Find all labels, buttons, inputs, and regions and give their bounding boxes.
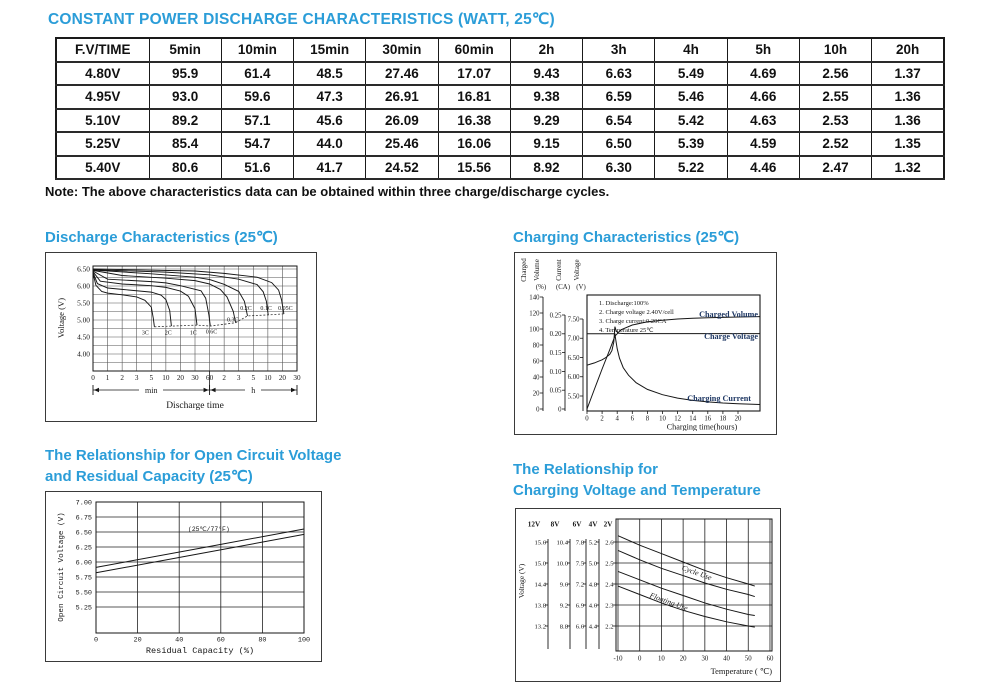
x-axis-label: Temperature ( ℃) bbox=[710, 667, 772, 676]
table-cell: 16.38 bbox=[438, 109, 510, 133]
temp-title-line2: Charging Voltage and Temperature bbox=[513, 482, 761, 499]
axis-title: Charged bbox=[520, 258, 528, 282]
y-tick-label: 4.6 bbox=[588, 602, 597, 610]
y-tick-label: 60 bbox=[532, 358, 540, 366]
x-tick-label: 0 bbox=[585, 415, 589, 423]
x-tick-label: 40 bbox=[723, 655, 730, 663]
table-cell: 1.32 bbox=[872, 156, 944, 180]
y-tick-label: 2.5 bbox=[605, 560, 614, 568]
table-cell: 5.42 bbox=[655, 109, 727, 133]
y-tick-label: 2.6 bbox=[605, 539, 614, 547]
table-column-header: 2h bbox=[510, 38, 582, 62]
charging-section-title: Charging Characteristics (25℃) bbox=[513, 229, 740, 246]
y-tick-label: 5.0 bbox=[588, 560, 597, 568]
axis-unit-label: (V) bbox=[576, 284, 586, 291]
y-tick-label: 13.8 bbox=[534, 602, 546, 610]
curve-label: 0.3C bbox=[227, 317, 239, 324]
table-cell: 1.36 bbox=[872, 109, 944, 133]
y-tick-label: 10.4 bbox=[556, 539, 568, 547]
x-tick-label: 30 bbox=[191, 374, 199, 382]
scale-header: 4V bbox=[588, 520, 598, 529]
y-tick-label: 9.2 bbox=[559, 602, 568, 610]
y-tick-label: 6.00 bbox=[75, 559, 92, 568]
x-tick-label: 2 bbox=[120, 374, 124, 382]
ocv-section-title bbox=[45, 445, 341, 487]
table-column-header: 3h bbox=[583, 38, 655, 62]
x-unit-min: min bbox=[145, 386, 158, 395]
x-tick-label: 6 bbox=[630, 415, 635, 423]
table-cell: 16.81 bbox=[438, 85, 510, 109]
y-tick-label: 0.10 bbox=[549, 368, 562, 376]
x-tick-label: 20 bbox=[176, 374, 185, 382]
x-tick-label: 60 bbox=[216, 636, 225, 645]
axis-unit-label: (%) bbox=[535, 284, 547, 291]
table-note: Note: The above characteristics data can be obtained within three charge/discharge cycles. bbox=[45, 184, 610, 199]
x-tick-label: 30 bbox=[293, 374, 301, 382]
table-cell: 4.63 bbox=[727, 109, 799, 133]
table-column-header: 60min bbox=[438, 38, 510, 62]
table-cell: 85.4 bbox=[149, 132, 221, 156]
axis-unit-label: (CA) bbox=[556, 284, 570, 291]
table-column-header: 10h bbox=[799, 38, 871, 62]
table-column-header: 10min bbox=[221, 38, 293, 62]
table-column-header: 15min bbox=[294, 38, 366, 62]
y-tick-label: 120 bbox=[529, 310, 540, 318]
table-cell: 9.38 bbox=[510, 85, 582, 109]
x-unit-h: h bbox=[251, 386, 256, 395]
table-row bbox=[56, 156, 944, 180]
table-cell: 80.6 bbox=[149, 156, 221, 180]
x-tick-label: 18 bbox=[719, 415, 727, 423]
scale-header: 12V bbox=[527, 520, 541, 529]
table-row bbox=[56, 62, 944, 86]
y-tick-label: 4.00 bbox=[77, 349, 90, 359]
constant-power-discharge-table bbox=[55, 37, 945, 180]
y-tick-label: 15.6 bbox=[534, 539, 546, 547]
y-tick-label: 6.9 bbox=[575, 602, 584, 610]
x-tick-label: 50 bbox=[744, 655, 752, 663]
y-tick-label: 0 bbox=[558, 406, 562, 414]
discharge-section-title: Discharge Characteristics (25℃) bbox=[45, 229, 278, 246]
table-cell: 16.06 bbox=[438, 132, 510, 156]
ocv-title-line1: The Relationship for Open Circuit Voltage bbox=[45, 447, 342, 464]
y-tick-label: 7.2 bbox=[575, 581, 584, 589]
y-tick-label: 0.25 bbox=[549, 312, 562, 320]
row-voltage-label: 4.80V bbox=[56, 62, 149, 86]
x-tick-label: 0 bbox=[91, 374, 95, 382]
table-cell: 2.52 bbox=[799, 132, 871, 156]
y-tick-label: 140 bbox=[529, 294, 540, 302]
temperature-annotation: (25℃/77°F) bbox=[188, 526, 230, 533]
y-tick-label: 0.05 bbox=[549, 387, 562, 395]
y-tick-label: 6.25 bbox=[75, 544, 92, 553]
table-cell: 2.55 bbox=[799, 85, 871, 109]
y-tick-label: 80 bbox=[532, 342, 540, 350]
y-tick-label: 10.0 bbox=[556, 560, 568, 568]
temp-chart bbox=[515, 508, 781, 682]
table-cell: 57.1 bbox=[221, 109, 293, 133]
table-cell: 1.35 bbox=[872, 132, 944, 156]
y-tick-label: 40 bbox=[532, 374, 540, 382]
y-tick-label: 15.0 bbox=[534, 560, 546, 568]
curve-label: Charging Current bbox=[687, 394, 751, 403]
table-row bbox=[56, 85, 944, 109]
y-tick-label: 0.20 bbox=[549, 331, 562, 339]
table-cell: 17.07 bbox=[438, 62, 510, 86]
y-axis-label: Open Circuit Voltage (V) bbox=[58, 512, 66, 622]
y-tick-label: 2.3 bbox=[605, 602, 614, 610]
table-column-header: 5min bbox=[149, 38, 221, 62]
curve-label: 2C bbox=[164, 330, 172, 337]
table-cell: 6.54 bbox=[583, 109, 655, 133]
y-tick-label: 4.50 bbox=[77, 332, 90, 342]
table-column-header: 4h bbox=[655, 38, 727, 62]
x-tick-label: 3 bbox=[134, 374, 139, 382]
table-cell: 6.30 bbox=[583, 156, 655, 180]
y-axis-label: Voltage (V) bbox=[517, 563, 526, 599]
table-cell: 41.7 bbox=[294, 156, 366, 180]
table-cell: 4.69 bbox=[727, 62, 799, 86]
table-cell: 5.49 bbox=[655, 62, 727, 86]
ocv-title-line2: and Residual Capacity (25℃) bbox=[45, 468, 253, 485]
curve-label: 0.05C bbox=[278, 305, 293, 312]
table-row bbox=[56, 109, 944, 133]
table-column-header: 20h bbox=[872, 38, 944, 62]
table-corner-header: F.V/TIME bbox=[56, 38, 149, 62]
table-row bbox=[56, 132, 944, 156]
y-tick-label: 13.2 bbox=[534, 623, 546, 631]
y-tick-label: 5.50 bbox=[567, 393, 580, 401]
table-cell: 27.46 bbox=[366, 62, 438, 86]
y-tick-label: 5.2 bbox=[588, 539, 597, 547]
x-tick-label: 0 bbox=[93, 636, 99, 645]
x-tick-label: 2 bbox=[222, 374, 226, 382]
axis-title: Current bbox=[555, 259, 563, 281]
y-tick-label: 14.4 bbox=[534, 581, 546, 589]
curve-label: Charge Voltage bbox=[704, 332, 758, 341]
table-cell: 47.3 bbox=[294, 85, 366, 109]
table-cell: 4.66 bbox=[727, 85, 799, 109]
x-tick-label: 20 bbox=[679, 655, 687, 663]
band-label-cycle-use: Cycle Use bbox=[680, 563, 713, 583]
y-tick-label: 0 bbox=[536, 406, 540, 414]
table-cell: 2.53 bbox=[799, 109, 871, 133]
y-tick-label: 100 bbox=[529, 326, 540, 334]
table-cell: 5.39 bbox=[655, 132, 727, 156]
x-tick-label: 8 bbox=[645, 415, 650, 423]
chart-note: 2. Charge voltage 2.40V/cell bbox=[599, 309, 674, 316]
table-cell: 95.9 bbox=[149, 62, 221, 86]
table-cell: 61.4 bbox=[221, 62, 293, 86]
charging-chart bbox=[514, 252, 777, 435]
temp-chart-canvas bbox=[516, 509, 777, 678]
axis-title: Volume bbox=[533, 259, 541, 281]
table-cell: 59.6 bbox=[221, 85, 293, 109]
table-header-row bbox=[56, 38, 944, 62]
x-tick-label: 10 bbox=[658, 655, 665, 663]
table-cell: 1.36 bbox=[872, 85, 944, 109]
x-tick-label: 60 bbox=[205, 374, 214, 382]
x-tick-label: 12 bbox=[674, 415, 681, 423]
y-tick-label: 20 bbox=[532, 390, 540, 398]
x-tick-label: 4 bbox=[615, 415, 619, 423]
table-cell: 4.46 bbox=[727, 156, 799, 180]
y-tick-label: 6.6 bbox=[575, 623, 584, 631]
table-cell: 26.09 bbox=[366, 109, 438, 133]
y-tick-label: 6.50 bbox=[75, 529, 92, 538]
table-column-header: 30min bbox=[366, 38, 438, 62]
x-tick-label: 30 bbox=[701, 655, 709, 663]
y-tick-label: 7.00 bbox=[567, 335, 580, 343]
chart-note: 4. Temperature 25℃ bbox=[599, 327, 654, 334]
table-cell: 48.5 bbox=[294, 62, 366, 86]
y-tick-label: 5.25 bbox=[75, 604, 92, 613]
curve-label: Charged Volume bbox=[699, 310, 758, 319]
x-tick-label: -10 bbox=[613, 655, 623, 663]
curve-label: 0.2C bbox=[240, 305, 252, 312]
page-title: CONSTANT POWER DISCHARGE CHARACTERISTICS (WATT, 25℃) bbox=[48, 11, 555, 28]
discharge-chart-canvas bbox=[46, 253, 313, 418]
chart-note: 3. Charge current:0.20CA bbox=[599, 318, 667, 325]
x-tick-label: 14 bbox=[689, 415, 697, 423]
table-cell: 9.43 bbox=[510, 62, 582, 86]
x-tick-label: 10 bbox=[659, 415, 666, 423]
table-cell: 2.47 bbox=[799, 156, 871, 180]
table-cell: 24.52 bbox=[366, 156, 438, 180]
x-tick-label: 5 bbox=[251, 374, 256, 382]
row-voltage-label: 5.10V bbox=[56, 109, 149, 133]
x-tick-label: 10 bbox=[162, 374, 170, 382]
table-cell: 5.22 bbox=[655, 156, 727, 180]
y-tick-label: 7.50 bbox=[567, 316, 580, 324]
x-tick-label: 20 bbox=[278, 374, 287, 382]
x-tick-label: 10 bbox=[264, 374, 272, 382]
table-cell: 2.56 bbox=[799, 62, 871, 86]
table-column-header: 5h bbox=[727, 38, 799, 62]
chart-note: 1. Discharge:100% bbox=[599, 300, 649, 307]
table-cell: 6.63 bbox=[583, 62, 655, 86]
y-tick-label: 6.00 bbox=[77, 281, 90, 291]
table-cell: 51.6 bbox=[221, 156, 293, 180]
x-tick-label: 2 bbox=[600, 415, 604, 423]
table-cell: 26.91 bbox=[366, 85, 438, 109]
temp-title-line1: The Relationship for bbox=[513, 461, 659, 478]
x-tick-label: 5 bbox=[149, 374, 154, 382]
ocv-chart-canvas bbox=[46, 492, 318, 658]
table-cell: 15.56 bbox=[438, 156, 510, 180]
x-tick-label: 100 bbox=[297, 636, 311, 645]
y-tick-label: 6.75 bbox=[75, 514, 92, 523]
y-tick-label: 7.00 bbox=[75, 499, 92, 508]
discharge-chart bbox=[45, 252, 317, 422]
x-tick-label: 60 bbox=[766, 655, 774, 663]
y-tick-label: 5.00 bbox=[77, 315, 90, 325]
row-voltage-label: 4.95V bbox=[56, 85, 149, 109]
scale-header: 6V bbox=[572, 520, 582, 529]
row-voltage-label: 5.25V bbox=[56, 132, 149, 156]
x-tick-label: 3 bbox=[236, 374, 241, 382]
y-axis-label: Voltage (V) bbox=[56, 297, 66, 339]
y-tick-label: 8.8 bbox=[559, 623, 568, 631]
x-tick-label: 20 bbox=[734, 415, 742, 423]
y-tick-label: 2.2 bbox=[605, 623, 614, 631]
scale-header: 8V bbox=[550, 520, 560, 529]
x-tick-label: 40 bbox=[175, 636, 184, 645]
y-tick-label: 9.6 bbox=[559, 581, 568, 589]
y-tick-label: 7.8 bbox=[575, 539, 584, 547]
x-axis-label: Charging time(hours) bbox=[666, 422, 738, 431]
y-tick-label: 6.00 bbox=[567, 374, 580, 382]
band-label-floating-use: Floating Use bbox=[648, 590, 690, 613]
y-tick-label: 5.75 bbox=[75, 574, 92, 583]
x-axis-label: Residual Capacity (%) bbox=[145, 646, 255, 656]
y-tick-label: 4.4 bbox=[588, 623, 597, 631]
row-voltage-label: 5.40V bbox=[56, 156, 149, 180]
y-tick-label: 5.50 bbox=[75, 589, 92, 598]
y-tick-label: 4.8 bbox=[588, 581, 597, 589]
x-tick-label: 80 bbox=[258, 636, 267, 645]
x-tick-label: 20 bbox=[133, 636, 142, 645]
curve-label: 3C bbox=[141, 330, 149, 337]
table-cell: 54.7 bbox=[221, 132, 293, 156]
table-cell: 9.15 bbox=[510, 132, 582, 156]
x-tick-label: 0 bbox=[638, 655, 642, 663]
ocv-chart bbox=[45, 491, 322, 662]
table-cell: 93.0 bbox=[149, 85, 221, 109]
table-cell: 25.46 bbox=[366, 132, 438, 156]
axis-title: Voltage bbox=[573, 259, 581, 281]
y-tick-label: 7.5 bbox=[575, 560, 584, 568]
table-cell: 45.6 bbox=[294, 109, 366, 133]
table-cell: 6.59 bbox=[583, 85, 655, 109]
table-cell: 4.59 bbox=[727, 132, 799, 156]
curve-label: 0.6C bbox=[205, 329, 218, 336]
scale-header: 2V bbox=[603, 520, 613, 529]
x-axis-label: Discharge time bbox=[166, 401, 224, 411]
curve-label: 0.1C bbox=[260, 305, 272, 312]
y-tick-label: 6.50 bbox=[77, 264, 90, 274]
table-cell: 89.2 bbox=[149, 109, 221, 133]
y-tick-label: 6.50 bbox=[567, 354, 580, 362]
y-tick-label: 2.4 bbox=[605, 581, 614, 589]
y-tick-label: 5.50 bbox=[77, 298, 90, 308]
table-cell: 44.0 bbox=[294, 132, 366, 156]
charging-chart-canvas bbox=[515, 253, 773, 431]
x-tick-label: 1 bbox=[105, 374, 110, 382]
temp-section-title bbox=[513, 459, 761, 501]
table-cell: 5.46 bbox=[655, 85, 727, 109]
table-cell: 1.37 bbox=[872, 62, 944, 86]
x-tick-label: 16 bbox=[704, 415, 712, 423]
y-tick-label: 0.15 bbox=[549, 350, 562, 357]
curve-label: 1C bbox=[189, 330, 197, 337]
table-cell: 8.92 bbox=[510, 156, 582, 180]
table-cell: 6.50 bbox=[583, 132, 655, 156]
table-cell: 9.29 bbox=[510, 109, 582, 133]
